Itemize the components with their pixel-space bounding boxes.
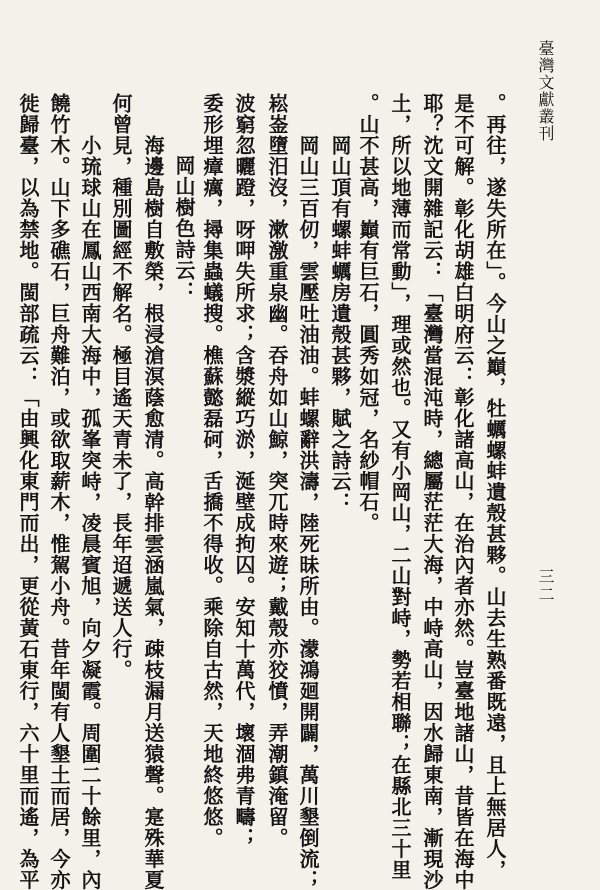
text-column: 何曾見，種別圖經不解名。極目遙天青未了，長年迢遞送人行。	[109, 93, 133, 681]
text-column: 。再往，遂失所在」。今山之巔，牡蠣螺蚌遺殼甚夥。山去生熟番既遠，且上無居人，	[483, 93, 507, 881]
text-column: 崧崟墮汨沒，漱激重泉幽。吞舟如山鯨，突兀時來遊；戴殼亦狡憤，弄潮鎮淹留。	[265, 93, 289, 849]
text-column: 徙歸臺，以為禁地。閩部疏云：「由興化東門而出，更從黃石東行，六十里而遙，為平	[16, 93, 40, 890]
text-column: 海邊島樹自敷榮，根浸滄溟蔭愈清。高幹排雲涵嵐氣，疎枝漏月送猿聲。寔殊華夏	[141, 135, 165, 890]
running-header: 臺灣文獻叢刊	[536, 40, 555, 142]
text-column: 岡山樹色詩云：	[172, 155, 196, 302]
page-number: 三二	[536, 568, 555, 604]
text-column: 小琉球山在鳳山西南大海中，孤峯突峙，凌晨賓旭，向夕凝霞。周圍二十餘里，內	[78, 135, 102, 890]
text-column: 是不可解。彰化胡雄白明府云：彰化諸高山，在治內者亦然。豈臺地諸山，昔皆在海中	[451, 93, 475, 890]
text-column: 土，所以地薄而常動」，理或然也。又有小岡山，二山對峙，勢若相聯；在縣北三十里	[388, 93, 412, 881]
text-column: 岡山頂有螺蚌蠣房遺殼甚夥，賦之詩云：	[328, 135, 352, 513]
text-column: 委形埋瘴癘，撏集蟲蟻搜。樵蘇懿磊砢，舌撟不得收。乘除自古然，天地終悠悠。	[200, 93, 224, 849]
text-column: 耶？沈文開雜記云：「臺灣當混沌時，總屬茫茫大海，中峙高山，因水歸東南，漸現沙	[420, 93, 444, 890]
text-column: 饒竹木。山下多礁石，巨舟難泊，或欲取薪木，惟駕小舟。昔年閩有人墾土而居，今亦	[47, 93, 71, 890]
text-column: 岡山三百仞，雲壓吐油油。蚌螺辭洪濤，陸死昧所由。濛鴻廻開闢，萬川墾倒流；	[296, 135, 320, 890]
text-column: 。山不甚高，巔有巨石，圓秀如冠，名紗帽石。	[356, 93, 380, 534]
text-column: 波窮忽曬蹬，呀呷失所求；含漿縱巧淤，涎壁成拘囚。安知十萬代，壞涸弗青疇；	[232, 93, 256, 849]
